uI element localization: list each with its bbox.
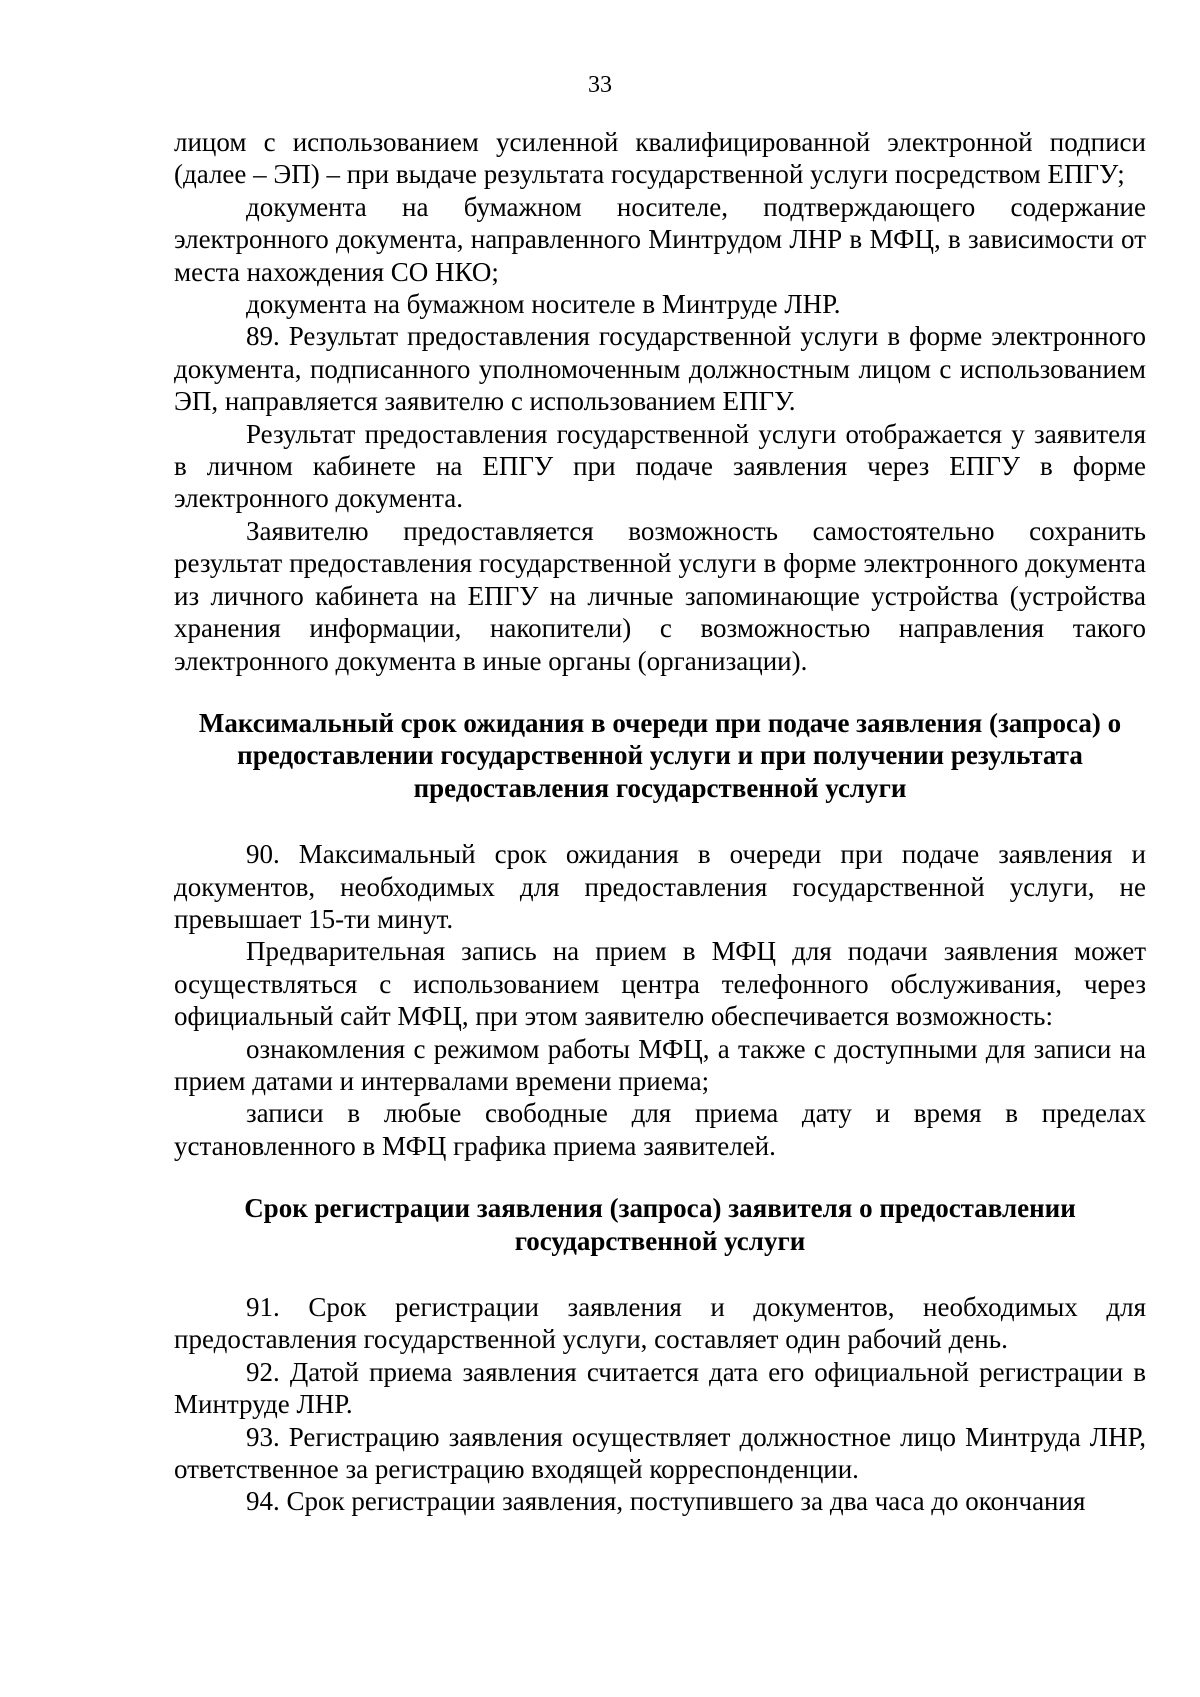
section-bottom <box>174 1291 1146 1518</box>
paragraph: записи в любые свободные для приема дату и время в пределах установленного в МФЦ графика приема заявителей. <box>174 1098 1146 1161</box>
section-top <box>174 126 1146 677</box>
paragraph: Предварительная запись на прием в МФЦ для подачи заявления может осуществляться с использованием центра телефонного обслуживания, через официальный сайт МФЦ, при этом заявителю обеспечивается возможность: <box>174 936 1146 1032</box>
paragraph: Заявителю предоставляется возможность самостоятельно сохранить результат предоставления государственной услуги в форме электронного документа из личного кабинета на ЕПГУ на личные запоминающие устройства (устройства хранения информации, накопители) с возможностью направления такого электронного документа в иные органы (организации). <box>174 515 1146 676</box>
section-middle <box>174 838 1146 1162</box>
paragraph: 92. Датой приема заявления считается дата его официальной регистрации в Минтруде ЛНР. <box>174 1356 1146 1420</box>
paragraph: 91. Срок регистрации заявления и документов, необходимых для предоставления государственной услуги, составляет один рабочий день. <box>174 1292 1146 1355</box>
section-heading-waiting-time: Максимальный срок ожидания в очереди при подаче заявления (запроса) о предоставлении государственной услуги и при получении результата предоставления государственной услуги <box>198 707 1122 803</box>
paragraph: 93. Регистрацию заявления осуществляет должностное лицо Минтруда ЛНР, ответственное за регистрацию входящей корреспонденции. <box>174 1421 1146 1485</box>
paragraph: 89. Результат предоставления государственной услуги в форме электронного документа, подписанного уполномоченным должностным лицом с использованием ЭП, направляется заявителю с использованием ЕПГУ. <box>174 321 1146 417</box>
section-heading-registration-time: Срок регистрации заявления (запроса) заявителя о предоставлении государственной услуги <box>244 1193 1076 1256</box>
document-body <box>174 126 1146 1518</box>
page-number: 33 <box>588 72 612 98</box>
paragraph: ознакомления с режимом работы МФЦ, а также с доступными для записи на прием датами и интервалами времени приема; <box>174 1033 1146 1096</box>
paragraph: 90. Максимальный срок ожидания в очереди при подаче заявления и документов, необходимых для предоставления государственной услуги, не превышает 15-ти минут. <box>174 839 1146 934</box>
paragraph: 94. Срок регистрации заявления, поступившего за два часа до окончания <box>246 1486 1086 1517</box>
paragraph: Результат предоставления государственной услуги отображается у заявителя в личном кабинете на ЕПГУ при подаче заявления через ЕПГУ в форме электронного документа. <box>174 418 1146 514</box>
paragraph: документа на бумажном носителе в Минтруде ЛНР. <box>246 289 841 320</box>
paragraph: документа на бумажном носителе, подтверждающего содержание электронного документа, направленного Минтрудом ЛНР в МФЦ, в зависимости от места нахождения СО НКО; <box>174 191 1146 287</box>
paragraph: лицом с использованием усиленной квалифицированной электронной подписи (далее – ЭП) – при выдаче результата государственной услуги посредством ЕПГУ; <box>174 127 1146 190</box>
